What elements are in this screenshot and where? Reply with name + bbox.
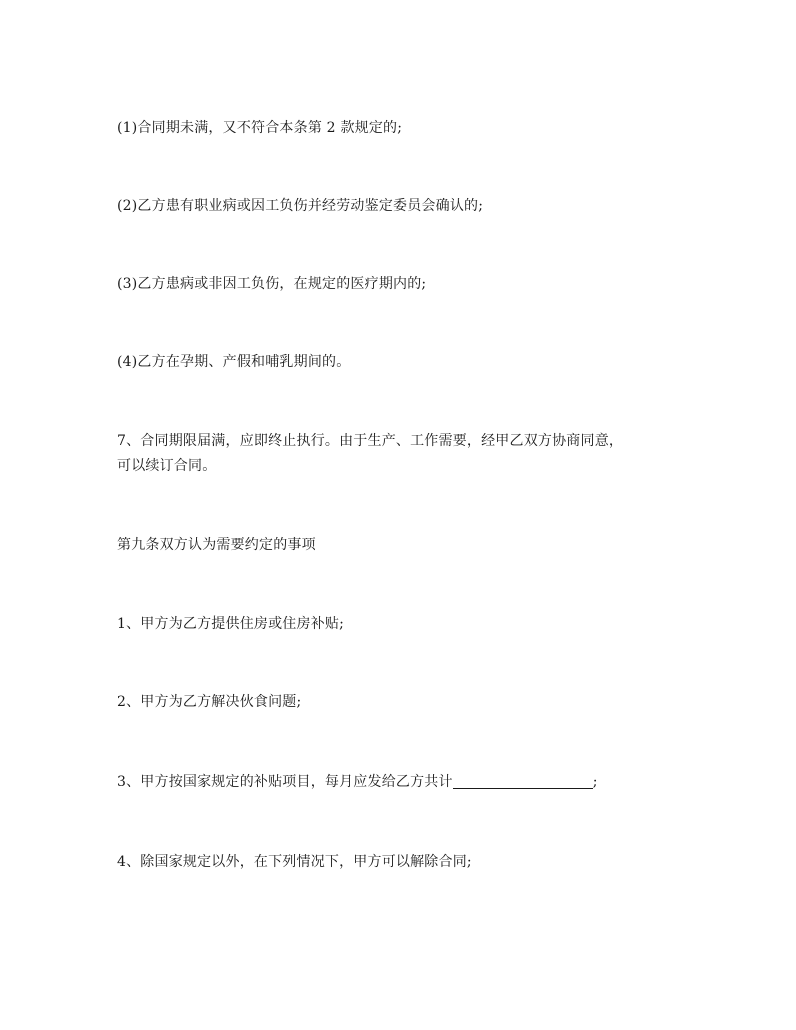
clause-item-3: (3)乙方患病或非因工负伤，在规定的医疗期内的; — [117, 276, 427, 292]
article-9-item-3-end: ; — [592, 774, 598, 790]
clause-7-line-1: 7、合同期限届满，应即终止执行。由于生产、工作需要，经甲乙双方协商同意， — [117, 433, 624, 449]
section-heading-article-9: 第九条双方认为需要约定的事项 — [117, 537, 316, 553]
article-9-item-4: 4、除国家规定以外，在下列情况下，甲方可以解除合同; — [117, 854, 472, 870]
article-9-item-3-text: 3、甲方按国家规定的补贴项目，每月应发给乙方共计 — [117, 774, 453, 790]
clause-item-2: (2)乙方患有职业病或因工负伤并经劳动鉴定委员会确认的; — [117, 198, 484, 214]
clause-7-line-2: 可以续订合同。 — [117, 458, 217, 474]
article-9-item-2: 2、甲方为乙方解决伙食问题; — [117, 694, 302, 710]
article-9-item-1: 1、甲方为乙方提供住房或住房补贴; — [117, 616, 345, 632]
fill-in-blank — [453, 772, 593, 789]
clause-item-4: (4)乙方在孕期、产假和哺乳期间的。 — [117, 354, 351, 370]
clause-item-1: (1)合同期未满，又不符合本条第 2 款规定的; — [117, 120, 403, 136]
article-9-item-3 — [117, 770, 677, 794]
